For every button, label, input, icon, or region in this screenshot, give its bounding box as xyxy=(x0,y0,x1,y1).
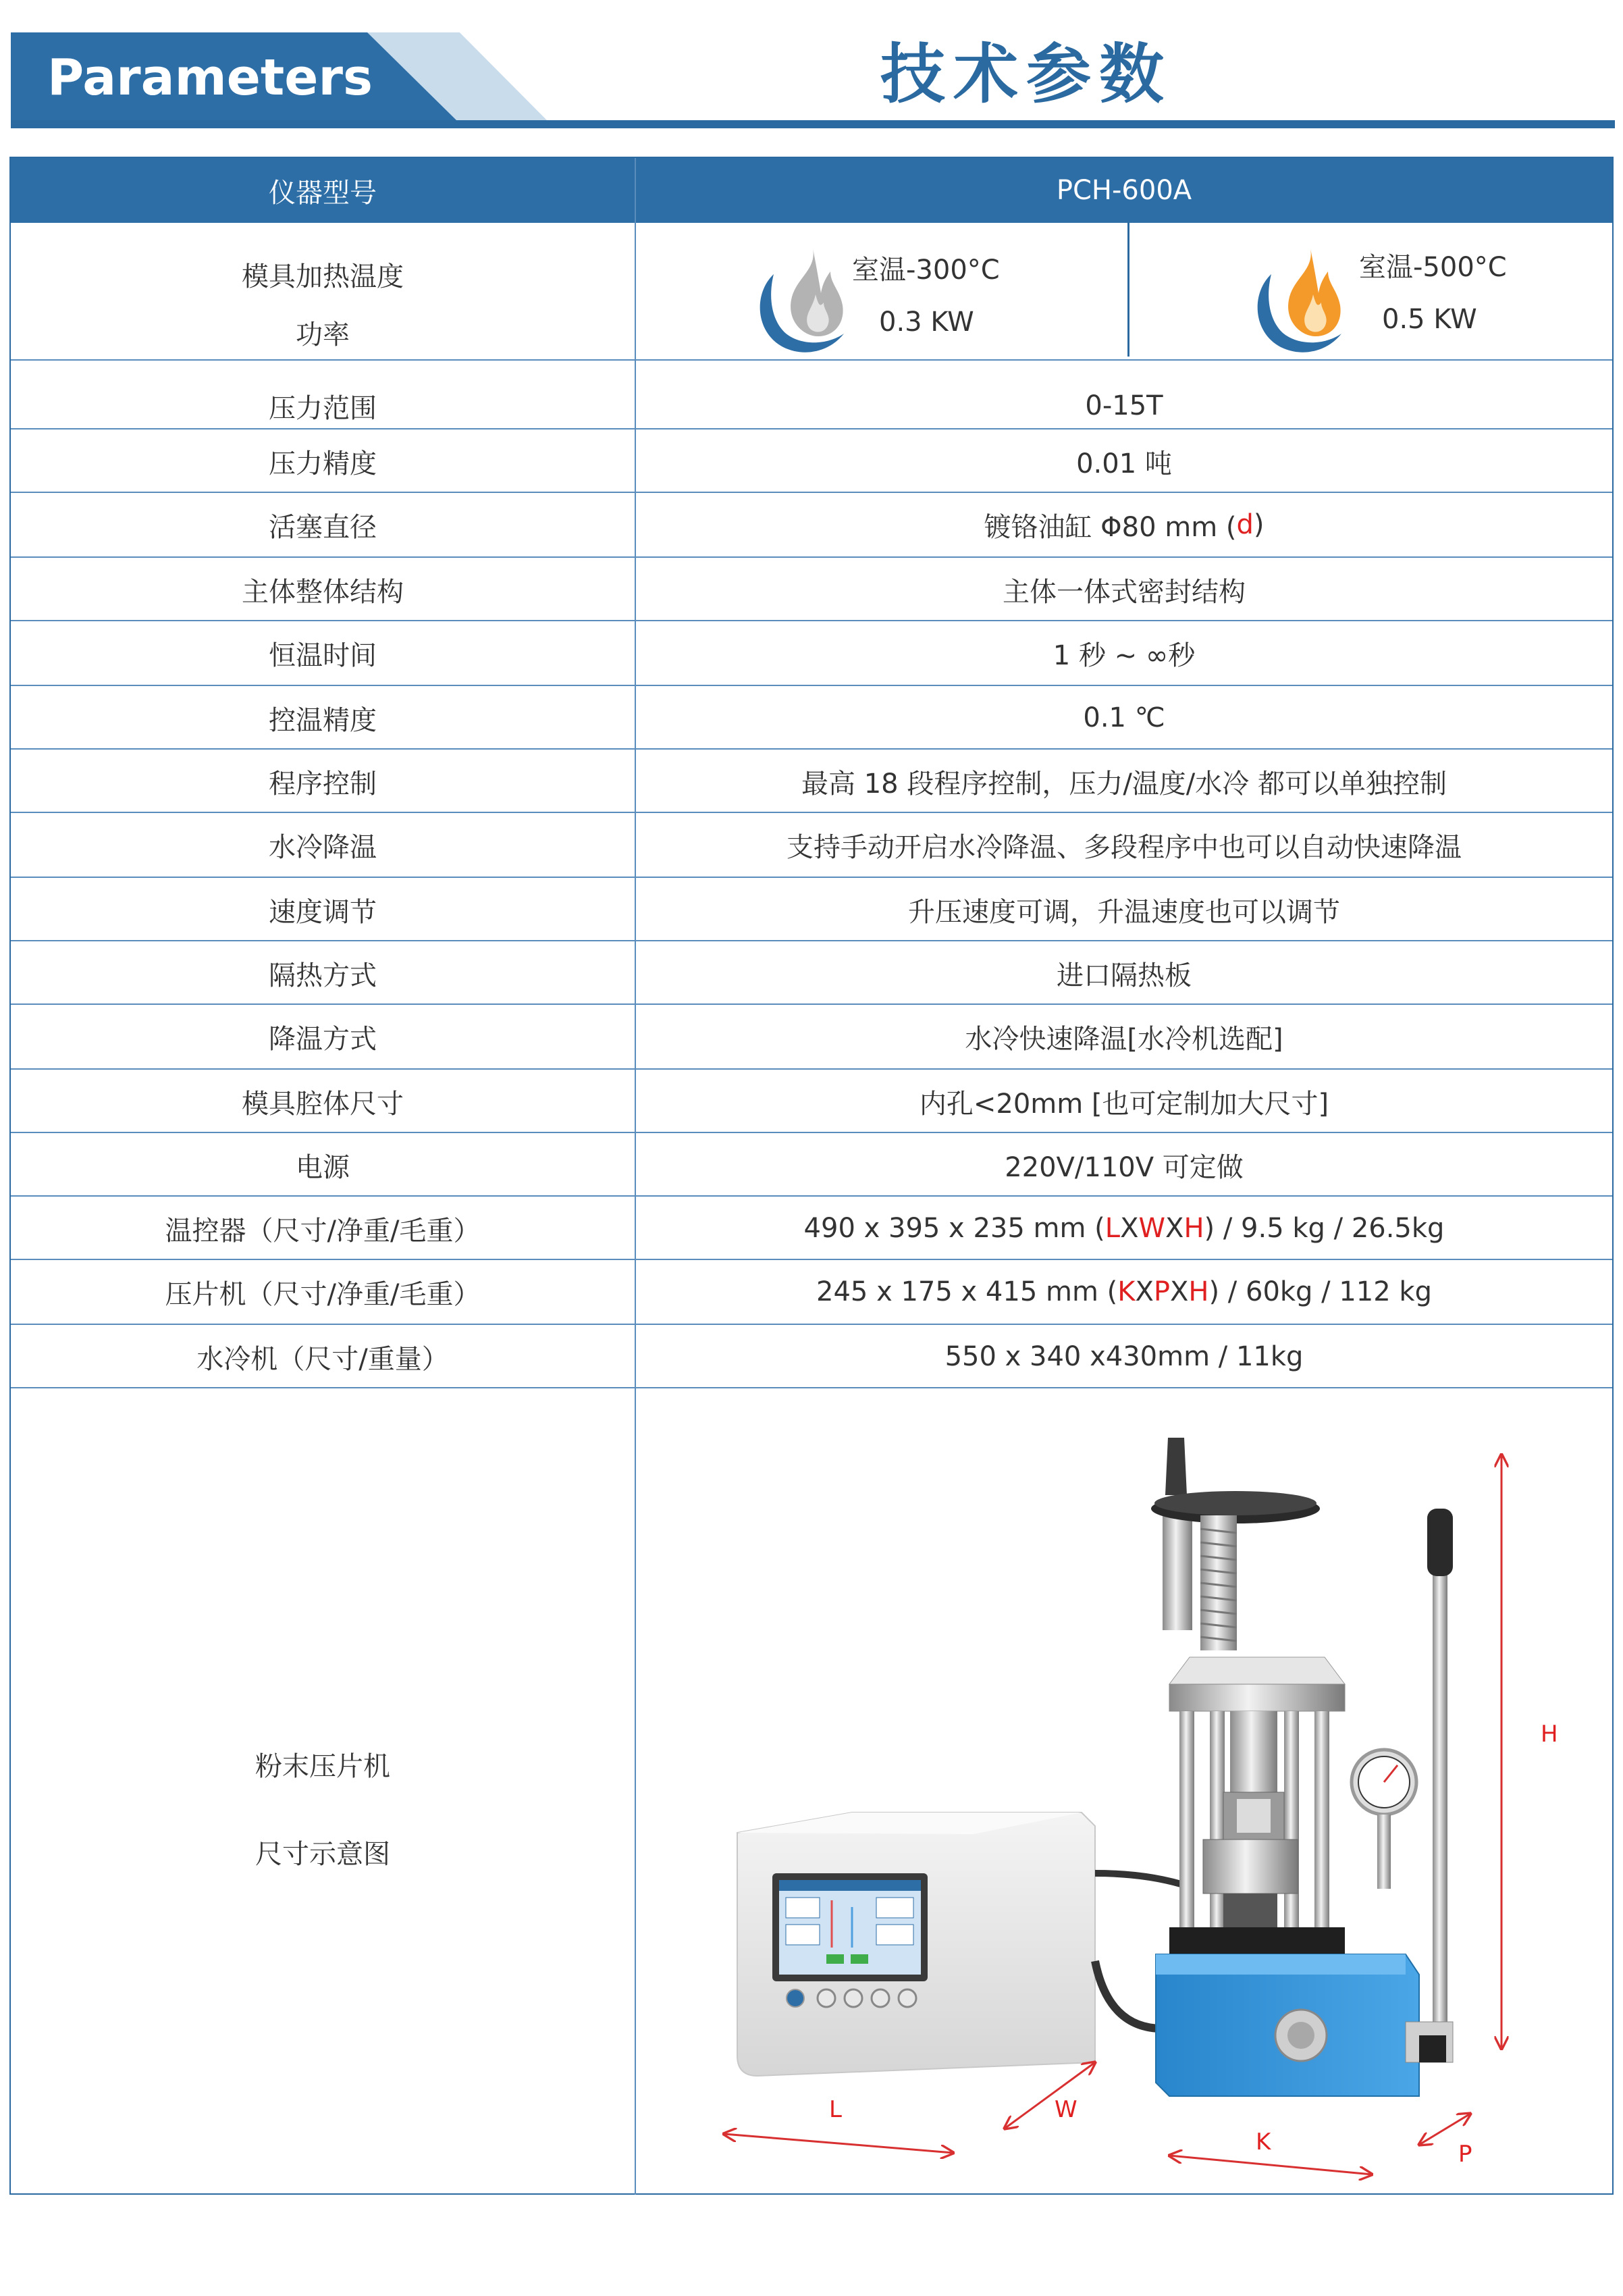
row-label: 程序控制 xyxy=(269,768,377,800)
row-label: 模具腔体尺寸 xyxy=(242,1088,404,1120)
model-label: 仪器型号 xyxy=(269,177,377,209)
column-divider xyxy=(635,158,636,2195)
diagram-title: 粉末压片机 xyxy=(255,1751,390,1782)
table-row xyxy=(11,878,1612,941)
row-value: 主体一体式密封结构 xyxy=(1003,576,1246,608)
dim-label-h: H xyxy=(1541,1721,1558,1748)
heating-power-label: 功率 xyxy=(296,319,350,350)
dim-x: X xyxy=(1165,1213,1184,1244)
row-value: 水冷快速降温[水冷机选配] xyxy=(965,1023,1283,1055)
controller-box xyxy=(737,1812,1095,2076)
table-row xyxy=(11,1325,1612,1388)
header-title-cn: 技术参数 xyxy=(880,36,1172,112)
dim-x: X xyxy=(1135,1276,1154,1307)
header-rule xyxy=(11,120,1615,128)
row-label: 速度调节 xyxy=(269,896,377,928)
heating-temp-label: 模具加热温度 xyxy=(242,261,404,292)
dims-text: 490 x 395 x 235 mm ( xyxy=(803,1213,1105,1244)
row-value: 升压速度可调，升温速度也可以调节 xyxy=(908,896,1340,928)
heating-label-cell xyxy=(11,223,635,361)
weights-text: ) / 60kg / 112 kg xyxy=(1208,1276,1432,1307)
piston-d-marker: d xyxy=(1236,509,1254,540)
dim-label-p: P xyxy=(1458,2141,1472,2168)
row-label: 压力范围 xyxy=(269,392,377,424)
table-row xyxy=(11,1260,1612,1324)
heating-500-temp: 室温-500°C xyxy=(1359,252,1507,283)
machine-diagram xyxy=(636,1387,1612,2195)
heating-300-power: 0.3 KW xyxy=(879,307,974,338)
model-value: PCH-600A xyxy=(1056,175,1192,206)
heating-500-power: 0.5 KW xyxy=(1382,304,1477,335)
dim-x: X xyxy=(1120,1213,1139,1244)
table-row xyxy=(11,941,1612,1005)
table-header-row xyxy=(11,158,1612,223)
dim-k-marker: K xyxy=(1117,1276,1136,1307)
heating-option-500 xyxy=(1129,223,1612,361)
row-label: 控温精度 xyxy=(269,704,377,736)
heating-300-temp: 室温-300°C xyxy=(852,255,1000,286)
row-label: 水冷降温 xyxy=(269,831,377,863)
row-label: 活塞直径 xyxy=(269,511,377,543)
dim-label-w: W xyxy=(1055,2096,1077,2123)
row-label: 压力精度 xyxy=(269,448,377,479)
table-row xyxy=(11,1197,1612,1260)
row-label: 主体整体结构 xyxy=(242,576,404,608)
dim-h-marker: H xyxy=(1188,1276,1209,1307)
row-value: 进口隔热板 xyxy=(1057,960,1192,991)
dim-w-marker: W xyxy=(1138,1213,1166,1244)
header-title-en: Parameters xyxy=(47,49,373,107)
table-row xyxy=(11,813,1612,877)
dims-text: 245 x 175 x 415 mm ( xyxy=(816,1276,1118,1307)
row-value: 1 秒 ~ ∞秒 xyxy=(1053,640,1196,671)
row-value: 0.01 吨 xyxy=(1076,448,1172,479)
dim-label-l: L xyxy=(829,2096,842,2123)
table-row xyxy=(11,493,1612,556)
row-value: 0.1 ℃ xyxy=(1083,702,1165,733)
flame-orange-icon xyxy=(1248,243,1350,358)
row-value: 内孔<20mm [也可定制加大尺寸] xyxy=(919,1088,1329,1120)
table-row xyxy=(11,621,1612,685)
row-value xyxy=(636,1197,1612,1260)
piston-value-text: 镀铬油缸 Φ80 mm ( xyxy=(984,511,1237,543)
row-value xyxy=(636,493,1612,556)
piston-value-close: ) xyxy=(1253,509,1265,540)
table-row xyxy=(11,1133,1612,1197)
flame-gray-icon xyxy=(751,243,852,358)
table-row xyxy=(11,686,1612,750)
row-label: 降温方式 xyxy=(269,1023,377,1055)
table-row xyxy=(11,558,1612,621)
row-label: 隔热方式 xyxy=(269,960,377,991)
row-value: 0-15T xyxy=(1085,390,1163,421)
dim-p-marker: P xyxy=(1153,1276,1170,1307)
row-value: 最高 18 段程序控制，压力/温度/水冷 都可以单独控制 xyxy=(801,768,1447,800)
machine-illustration xyxy=(636,1387,1612,2195)
press-machine xyxy=(1151,1438,1453,2096)
dim-x: X xyxy=(1170,1276,1189,1307)
row-value: 支持手动开启水冷降温、多段程序中也可以自动快速降温 xyxy=(787,831,1462,863)
dim-l-marker: L xyxy=(1105,1213,1121,1244)
row-value: 220V/110V 可定做 xyxy=(1005,1151,1244,1183)
row-label: 水冷机（尺寸/重量） xyxy=(196,1343,449,1375)
table-row xyxy=(11,429,1612,493)
diagram-subtitle: 尺寸示意图 xyxy=(255,1839,390,1870)
page-header xyxy=(0,0,1623,135)
row-label: 恒温时间 xyxy=(269,640,377,671)
dim-label-k: K xyxy=(1256,2129,1271,2156)
row-label: 压片机（尺寸/净重/毛重） xyxy=(165,1278,481,1310)
table-row xyxy=(11,1005,1612,1068)
table-row xyxy=(11,1070,1612,1133)
row-value xyxy=(636,1260,1612,1324)
row-label: 电源 xyxy=(296,1151,350,1183)
table-row xyxy=(11,750,1612,813)
row-label: 温控器（尺寸/净重/毛重） xyxy=(165,1215,481,1247)
row-divider xyxy=(11,359,1612,361)
heating-option-300 xyxy=(636,223,1127,361)
diagram-label-cell xyxy=(11,1387,635,2195)
parameters-table xyxy=(9,157,1614,2195)
row-value: 550 x 340 x430mm / 11kg xyxy=(944,1341,1304,1372)
dim-h-marker: H xyxy=(1183,1213,1204,1244)
weights-text: ) / 9.5 kg / 26.5kg xyxy=(1204,1213,1445,1244)
